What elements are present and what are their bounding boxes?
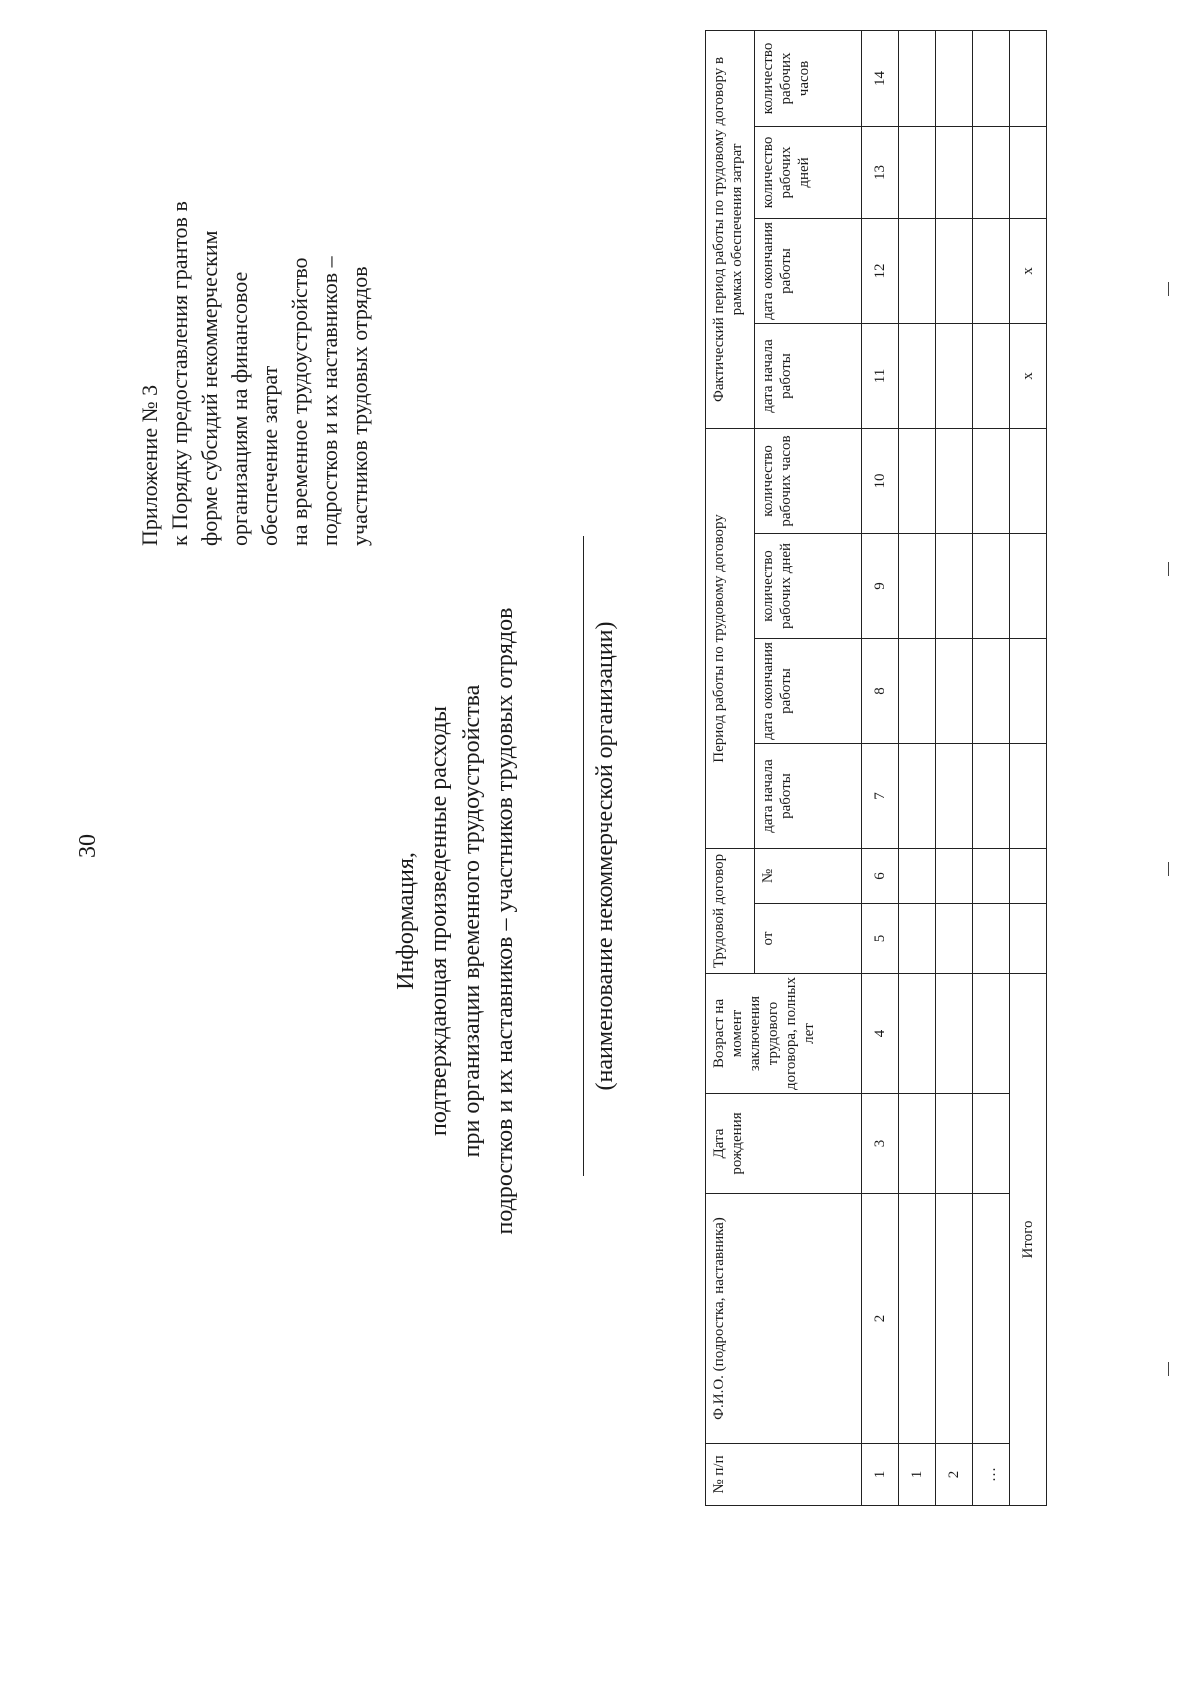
table-cell [1010, 428, 1047, 533]
table-cell [973, 30, 1010, 126]
table-cell [936, 428, 973, 533]
table-cell [973, 533, 1010, 638]
total-mark: x [1010, 323, 1047, 428]
title-line: подростков и их наставников – участников трудовых отрядов [492, 607, 518, 1235]
header-start-date: дата начала работы [755, 743, 862, 848]
title-line: подтверждающая произведенные расходы [426, 706, 452, 1136]
table-cell [973, 904, 1010, 974]
column-number: 4 [862, 974, 899, 1094]
table-cell [936, 1094, 973, 1194]
table-cell [973, 974, 1010, 1094]
header-birth-date: Дата рождения [706, 1094, 862, 1194]
table-cell [936, 30, 973, 126]
table-cell [936, 1194, 973, 1444]
row-number: 1 [899, 1444, 936, 1506]
table-cell [973, 848, 1010, 903]
table-cell [936, 743, 973, 848]
header-actual-end-date: дата окончания работы [755, 218, 862, 323]
column-number: 13 [862, 126, 899, 218]
row-number: … [973, 1444, 1010, 1506]
table-cell [1010, 30, 1047, 126]
table-cell [1010, 848, 1047, 903]
column-number: 6 [862, 848, 899, 903]
table-cell [973, 1094, 1010, 1194]
header-work-days: количество рабочих дней [755, 533, 862, 638]
scan-mark [1168, 862, 1169, 876]
table-cell [899, 533, 936, 638]
appendix-line: обеспечение затрат [257, 365, 282, 546]
column-number: 10 [862, 428, 899, 533]
expenses-table [705, 30, 1047, 1506]
appendix-line: организациям на финансовое [227, 271, 252, 546]
header-contract: Трудовой договор [706, 848, 755, 973]
table-cell [899, 323, 936, 428]
document-title [390, 546, 522, 1296]
column-number: 14 [862, 30, 899, 126]
organization-name-caption: (наименование некоммерческой организации) [592, 621, 618, 1091]
table-cell [899, 1194, 936, 1444]
table-cell [1010, 904, 1047, 974]
table-cell [936, 848, 973, 903]
table-cell [973, 1194, 1010, 1444]
table-cell [1010, 533, 1047, 638]
column-number: 12 [862, 218, 899, 323]
table-cell [1010, 743, 1047, 848]
table-cell [973, 743, 1010, 848]
table-cell [899, 904, 936, 974]
scan-mark [1168, 562, 1169, 576]
header-actual-days: количество рабочих дней [755, 126, 862, 218]
table-cell [936, 904, 973, 974]
table-cell [1010, 126, 1047, 218]
table-cell [899, 743, 936, 848]
appendix-line: Приложение № 3 [137, 384, 162, 546]
table-cell [973, 323, 1010, 428]
table-row [973, 30, 1010, 1505]
expenses-table-wrapper [705, 31, 1047, 1506]
column-number: 2 [862, 1194, 899, 1444]
table-cell [936, 533, 973, 638]
table-cell [899, 1094, 936, 1194]
column-number: 7 [862, 743, 899, 848]
table-row [936, 30, 973, 1505]
header-fio: Ф.И.О. (подростка, наставника) [706, 1194, 862, 1444]
column-number: 8 [862, 638, 899, 743]
appendix-line: подростков и их наставников – [317, 256, 342, 546]
header-num: № п/п [706, 1444, 862, 1506]
table-cell [936, 638, 973, 743]
table-cell [899, 848, 936, 903]
table-cell [899, 974, 936, 1094]
column-number: 1 [862, 1444, 899, 1506]
header-work-period: Период работы по трудовому договору [706, 428, 755, 848]
table-cell [899, 218, 936, 323]
header-work-hours: количество рабочих часов [755, 428, 862, 533]
row-number: 2 [936, 1444, 973, 1506]
column-number: 11 [862, 323, 899, 428]
page-number: 30 [75, 834, 101, 858]
appendix-line: к Порядку предоставления грантов в [167, 201, 192, 546]
column-number: 9 [862, 533, 899, 638]
scan-mark [1168, 1362, 1169, 1376]
header-contract-no: № [755, 848, 862, 903]
table-cell [973, 638, 1010, 743]
organization-name-line [583, 536, 584, 1176]
total-mark: x [1010, 218, 1047, 323]
table-cell [936, 218, 973, 323]
table-cell [936, 126, 973, 218]
table-cell [973, 126, 1010, 218]
header-end-date: дата окончания работы [755, 638, 862, 743]
column-number: 3 [862, 1094, 899, 1194]
title-line: при организации временного трудоустройства [459, 684, 485, 1158]
appendix-line: участников трудовых отрядов [347, 266, 372, 546]
appendix-line: форме субсидий некоммерческим [197, 230, 222, 546]
table-cell [936, 323, 973, 428]
header-row [706, 30, 755, 1505]
appendix-line: на временное трудоустройство [287, 257, 312, 546]
table-cell [899, 126, 936, 218]
header-actual-start-date: дата начала работы [755, 323, 862, 428]
table-row [899, 30, 936, 1505]
header-contract-from: от [755, 904, 862, 974]
header-actual-period: Фактический период работы по трудовому договору в рамках обеспечения затрат [706, 30, 755, 428]
total-row [1010, 30, 1047, 1505]
table-cell [973, 428, 1010, 533]
header-actual-hours: количество рабочих часов [755, 30, 862, 126]
total-label: Итого [1010, 974, 1047, 1506]
appendix-reference [135, 26, 375, 546]
column-number: 5 [862, 904, 899, 974]
table-cell [899, 30, 936, 126]
table-cell [973, 218, 1010, 323]
table-cell [936, 974, 973, 1094]
table-cell [1010, 638, 1047, 743]
table-cell [899, 638, 936, 743]
scan-mark [1168, 282, 1169, 296]
table-cell [899, 428, 936, 533]
header-age: Возраст на момент заключения трудового договора, полных лет [706, 974, 862, 1094]
title-line: Информация, [393, 852, 419, 990]
column-number-row [862, 30, 899, 1505]
